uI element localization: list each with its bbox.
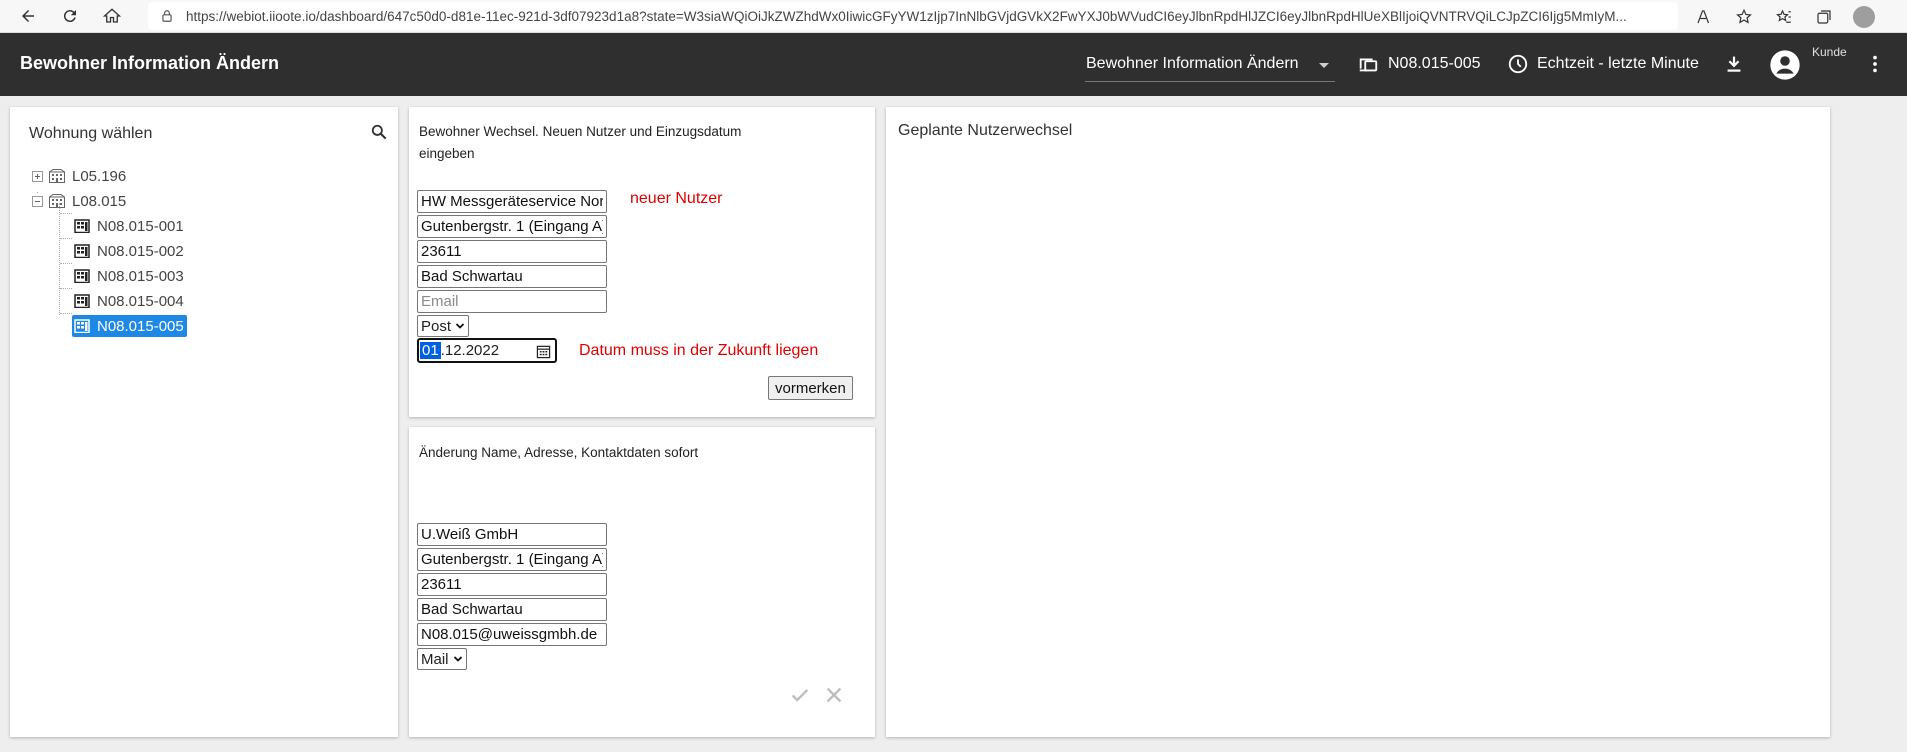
account-circle-icon[interactable] — [1769, 49, 1801, 81]
resident-city-field[interactable] — [417, 598, 607, 621]
planned-changes-title: Geplante Nutzerwechsel — [898, 122, 1073, 139]
tree-leaf[interactable] — [74, 290, 187, 312]
new-user-city-field[interactable] — [417, 265, 607, 288]
expand-icon[interactable] — [32, 171, 43, 182]
immediate-change-panel — [409, 427, 875, 737]
tree-node-label: N08.015-001 — [97, 217, 184, 235]
contact-method-select[interactable] — [417, 648, 467, 670]
resident-name-field[interactable] — [417, 523, 607, 546]
dashboard-state-label: Bewohner Information Ändern — [1086, 55, 1299, 72]
read-aloud-icon[interactable] — [1693, 6, 1715, 28]
move-in-date-field[interactable] — [417, 338, 557, 363]
tree-node-label: N08.015-005 — [94, 317, 187, 336]
home-icon[interactable] — [98, 2, 126, 30]
apartment-icon — [74, 269, 90, 283]
tree-leaf[interactable] — [74, 215, 187, 237]
tree-node-label: L08.015 — [72, 192, 127, 210]
new-user-email-field[interactable] — [417, 290, 607, 313]
entity-label: N08.015-005 — [1388, 55, 1481, 72]
apartment-icon — [74, 219, 90, 233]
apartment-icon — [74, 319, 90, 333]
more-vert-icon[interactable] — [1864, 53, 1886, 75]
tree-node[interactable] — [32, 190, 129, 212]
devices-icon — [1357, 53, 1379, 75]
collections-icon[interactable] — [1813, 6, 1835, 28]
resident-change-panel — [409, 107, 875, 417]
back-icon[interactable] — [14, 2, 42, 30]
check-icon[interactable] — [789, 684, 811, 706]
building-icon — [49, 194, 65, 208]
immediate-change-heading: Änderung Name, Adresse, Kontaktdaten sofort — [419, 445, 699, 460]
tree-leaf-selected[interactable] — [72, 315, 187, 337]
url-text: https://webiot.iioote.io/dashboard/647c50d0-d81e-11ec-921d-3df07923d1a8?state=W3siaWQiOiJkZWZhdWx0IiwicGFyYW1zIjp7InNlbGVjdGVkX2FwYXJ0bWVudCI6eyJlbnRpdHlJZCI6eyJlbnRpdHlUeXBlIjoiQVNTRVQiLCJpZCI6Ijg5MmIyM... — [186, 8, 1627, 24]
search-icon[interactable] — [369, 122, 389, 142]
resident-email-field[interactable] — [417, 623, 607, 646]
date-day-segment[interactable]: 01 — [422, 342, 439, 359]
tree-leaf[interactable] — [74, 265, 187, 287]
new-user-zip-field[interactable] — [417, 240, 607, 263]
tree-node-label: L05.196 — [72, 167, 127, 185]
delivery-method-select[interactable] — [417, 315, 469, 337]
tree-node-label: N08.015-003 — [97, 267, 184, 285]
dropdown-arrow-icon — [1319, 63, 1329, 68]
browser-toolbar — [0, 0, 1907, 33]
resident-street-field[interactable] — [417, 548, 607, 571]
date-validation-message: Datum muss in der Zukunft liegen — [579, 342, 819, 359]
date-month-year: .12.2022 — [440, 342, 500, 359]
contact-method-value: Mail — [421, 650, 449, 668]
new-user-street-field[interactable] — [417, 215, 607, 238]
new-user-hint: neuer Nutzer — [630, 190, 723, 207]
chevron-down-icon — [455, 321, 465, 331]
tree-node-label: N08.015-004 — [97, 292, 184, 310]
collapse-icon[interactable] — [32, 196, 43, 207]
resident-zip-field[interactable] — [417, 573, 607, 596]
schedule-button[interactable]: vormerken — [768, 376, 853, 400]
timewindow-selector[interactable] — [1507, 53, 1699, 75]
planned-changes-panel — [886, 107, 1830, 737]
tree-panel-title: Wohnung wählen — [29, 125, 153, 142]
delivery-method-value: Post — [421, 317, 452, 335]
resident-change-heading: Bewohner Wechsel. Neuen Nutzer und Einzugsdatum eingeben — [419, 124, 742, 161]
apartment-icon — [74, 294, 90, 308]
lock-icon — [160, 9, 174, 23]
clock-icon — [1507, 53, 1529, 75]
chevron-down-icon — [453, 654, 463, 664]
profile-icon[interactable] — [1853, 6, 1875, 28]
favorites-icon[interactable] — [1773, 6, 1795, 28]
timewindow-label: Echtzeit - letzte Minute — [1537, 55, 1699, 72]
add-favorite-icon[interactable] — [1733, 6, 1755, 28]
reload-icon[interactable] — [56, 2, 84, 30]
tree-leaf[interactable] — [74, 240, 187, 262]
tree-node[interactable] — [32, 165, 129, 187]
entity-selector[interactable] — [1357, 53, 1481, 75]
apartment-icon — [74, 244, 90, 258]
close-icon[interactable] — [823, 684, 845, 706]
user-role: Kunde — [1812, 45, 1847, 59]
new-user-name-field[interactable] — [417, 190, 607, 213]
app-toolbar — [0, 33, 1907, 96]
dashboard-state-select[interactable] — [1085, 52, 1335, 82]
calendar-icon[interactable] — [536, 344, 551, 359]
apartment-tree-panel — [10, 107, 398, 737]
address-bar[interactable] — [148, 2, 1678, 30]
dashboard-title: Bewohner Information Ändern — [20, 53, 280, 73]
tree-node-label: N08.015-002 — [97, 242, 184, 260]
download-icon[interactable] — [1723, 53, 1745, 75]
building-icon — [49, 169, 65, 183]
